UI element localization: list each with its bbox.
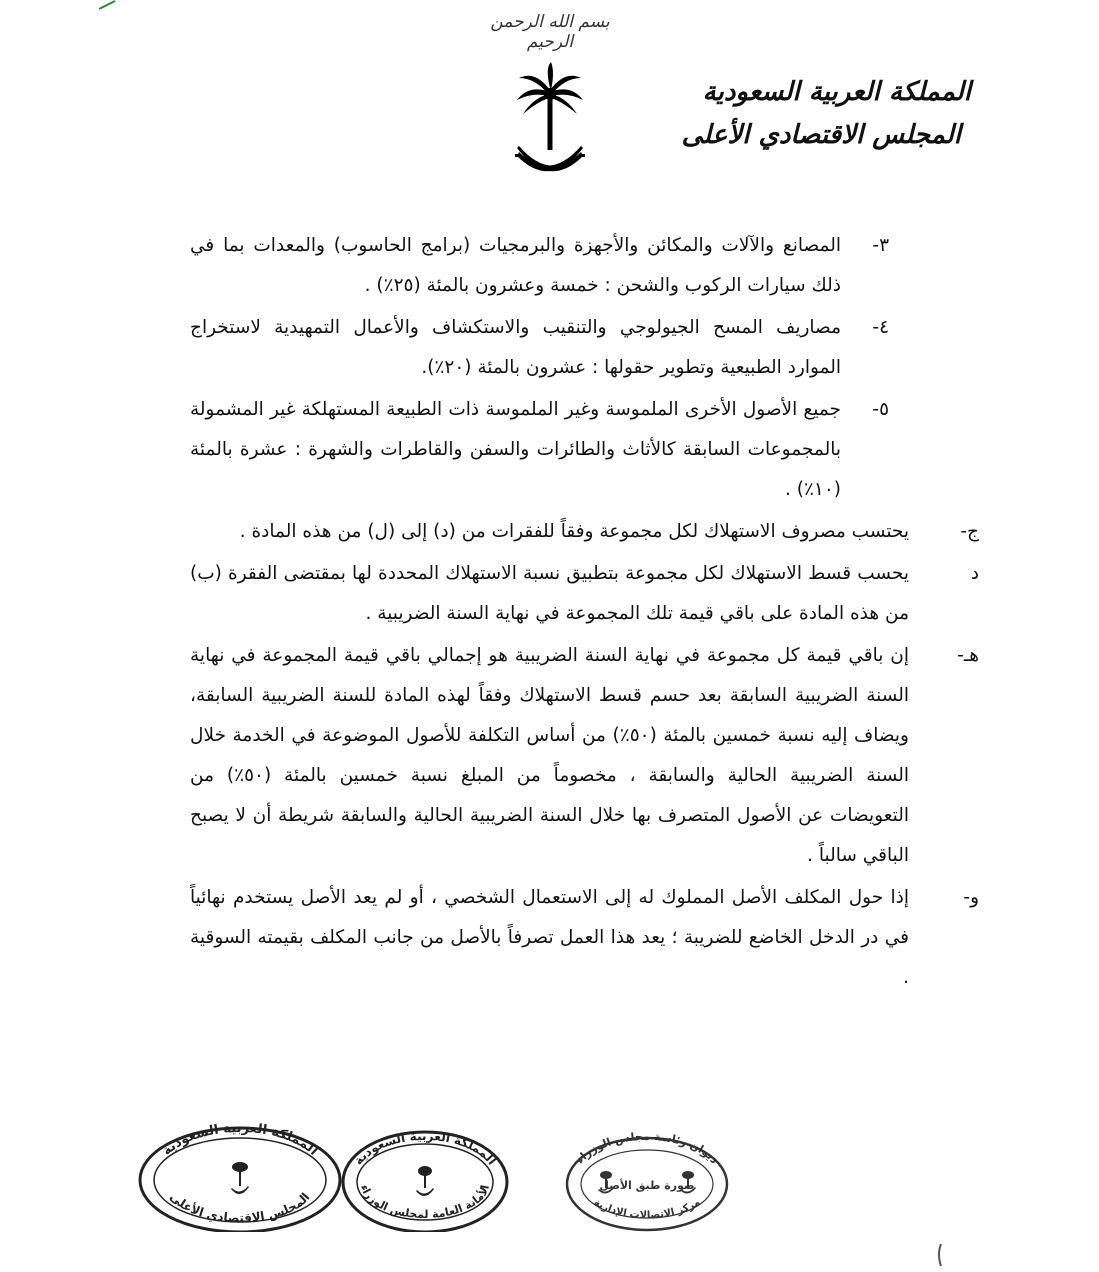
item-number: ٤- — [872, 317, 889, 338]
section-text: إن باقي قيمة كل مجموعة في نهاية السنة الضريبية هو إجمالي باقي قيمة المجموعة في نهاية السنة الضريبية السابقة بعد حسم قسط الاستهلاك وفقاً لهذه المادة للسنة الضريبية السابقة، ويضاف إليه نسبة خمسين بالمئة (٥٠٪) من أساس التكلفة للأصول الموضوعة في الخدمة خلال السنة الضريبية الحالية والسابقة ، مخصوماً من المبلغ نسبة خمسين بالمئة (٥٠٪) من التعويضات عن الأصول المتصرف بها خلال السنة الضريبية الحالية والسابقة شريطة أن لا يصبح الباقي سالباً . — [190, 645, 909, 866]
section-letter: ج- — [960, 521, 979, 542]
saudi-emblem-icon — [515, 60, 585, 190]
stamp-secretariat-bottom: الأمانة العامة لمجلس الوزراء — [357, 1183, 492, 1222]
svg-text:المملكة العربية السعودية — [160, 1122, 321, 1159]
stamp-council — [140, 1122, 340, 1232]
stamp-emblem-icon — [416, 1166, 434, 1196]
stamp-secretariat-top: المملكة العربية السعودية — [351, 1128, 500, 1168]
basmala: بسم الله الرحمن الرحيم — [490, 12, 610, 52]
section-letter: د — [970, 563, 979, 584]
letterhead-council: المجلس الاقتصادي الأعلى — [681, 120, 961, 150]
svg-text:مركز الاتصالات الإدارية — [592, 1197, 703, 1221]
item-number: ٥- — [872, 399, 889, 420]
letterhead-country: المملكة العربية السعودية — [702, 77, 971, 107]
list-item — [190, 308, 889, 388]
section-text: يحسب قسط الاستهلاك لكل مجموعة بتطبيق نسبة الاستهلاك المحددة لها بمقتضى الفقرة (ب) من هذه المادة على باقي قيمة تلك المجموعة في نهاية السنة الضريبية . — [190, 563, 909, 624]
letterhead — [641, 72, 971, 158]
svg-text:الأمانة العامة لمجلس الوزراء — [358, 1183, 492, 1221]
document-body — [190, 226, 979, 1000]
item-text: مصاريف المسح الجيولوجي والتنقيب والاستكشاف والأعمال التمهيدية لاستخراج الموارد الطبيعية وتطوير حقولها : عشرون بالمئة (٢٠٪). — [190, 317, 841, 378]
list-item — [190, 390, 889, 510]
item-text: المصانع والآلات والمكائن والأجهزة والبرمجيات (برامج الحاسوب) والمعدات بما في ذلك سيارات الركوب والشحن : خمسة وعشرون بالمئة (٢٥٪) . — [190, 235, 841, 296]
section-item — [190, 512, 979, 552]
section-item — [190, 636, 979, 876]
page-mark-icon — [935, 1240, 945, 1270]
svg-text:المملكة العربية السعودية — [351, 1129, 499, 1168]
section-text: إذا حول المكلف الأصل المملوك له إلى الاستعمال الشخصي ، أو لم يعد الأصل يستخدم نهائياً في در الدخل الخاضع للضريبة ؛ يعد هذا العمل تصرفاً بالأصل من جانب المكلف بقيمته السوقية . — [190, 887, 909, 988]
stamp-copy — [567, 1130, 727, 1230]
section-item — [190, 878, 979, 998]
svg-text:المجلس الاقتصادي الأعلى — [167, 1190, 312, 1226]
stamp-council-top: المملكة العربية السعودية — [159, 1122, 321, 1159]
stamp-emblem-icon — [231, 1162, 249, 1194]
stamp-secretariat — [343, 1129, 507, 1232]
section-text: يحتسب مصروف الاستهلاك لكل مجموعة وفقاً للفقرات من (د) إلى (ل) من هذه المادة . — [239, 521, 909, 542]
svg-text:ديوان رئاسة مجلس الوزراء — [573, 1130, 721, 1167]
item-text: جميع الأصول الأخرى الملموسة وغير الملموسة ذات الطبيعة المستهلكة غير المشمولة بالمجموعات السابقة كالأثاث والطائرات والسفن والقاطرات والشهرة : عشرة بالمئة (١٠٪) . — [190, 399, 841, 500]
stamp-council-bottom: المجلس الاقتصادي الأعلى — [167, 1189, 313, 1226]
list-item — [190, 226, 889, 306]
section-letter: و- — [963, 887, 979, 908]
stamp-copy-bottom: مركز الاتصالات الإدارية — [591, 1196, 703, 1222]
stamp-copy-middle: صورة طبق الأصل — [599, 1179, 695, 1192]
section-item — [190, 554, 979, 634]
official-stamps — [135, 1122, 755, 1232]
corner-mark-icon — [98, 0, 116, 10]
stamp-copy-top: ديوان رئاسة مجلس الوزراء — [573, 1129, 721, 1167]
item-number: ٣- — [872, 235, 889, 256]
section-letter: هـ- — [957, 645, 979, 666]
